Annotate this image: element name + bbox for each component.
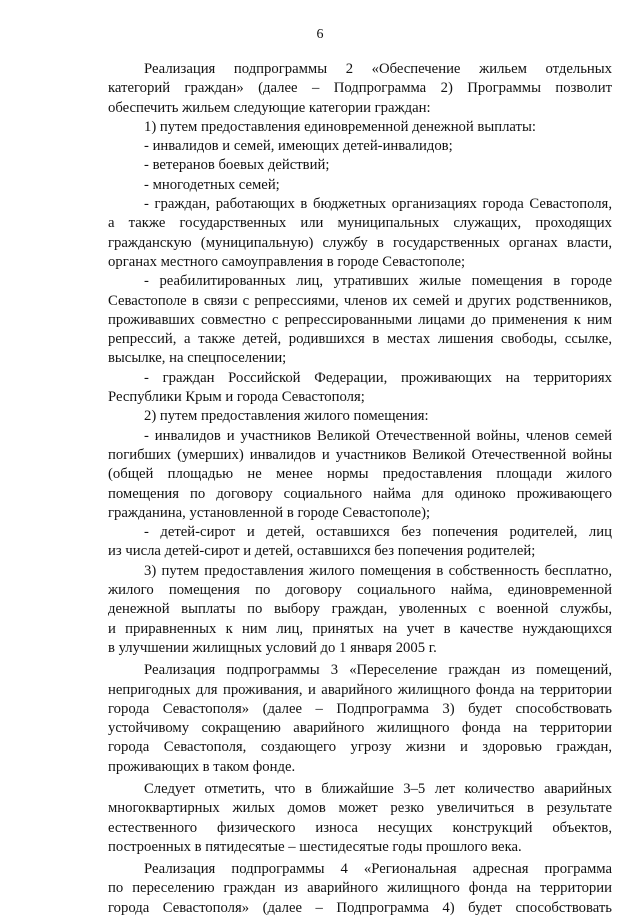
text-line: устойчивому сокращению аварийного жилищного фонда на территории xyxy=(108,720,612,737)
text-line: непригодных для проживания, и аварийного жилищного фонда на территории xyxy=(108,681,612,698)
text-line: - реабилитированных лиц, утративших жилые помещения в городе xyxy=(144,273,612,290)
document-body xyxy=(108,60,612,918)
text-line: Реализация подпрограммы 2 «Обеспечение жильем отдельных xyxy=(144,61,612,77)
text-line: 3) путем предоставления жилого помещения в собственность бесплатно, xyxy=(144,562,612,579)
text-line: 2) путем предоставления жилого помещения: xyxy=(144,408,429,425)
text-line: репрессий, а также детей, родившихся в местах лишения свободы, ссылке, xyxy=(108,331,612,348)
text-line: - граждан Российской Федерации, проживающих на территориях xyxy=(144,369,612,386)
text-line: денежной выплаты по выбору граждан, уволенных с военной службы, xyxy=(108,601,612,618)
text-line: - ветеранов боевых действий; xyxy=(144,157,330,174)
text-line: Следует отметить, что в ближайшие 3–5 лет количество аварийных xyxy=(144,780,612,797)
text-line: города Севастополя, создающего угрозу жизни и здоровью граждан, xyxy=(108,739,612,756)
text-line: органах местного самоуправления в городе Севастополе; xyxy=(108,253,466,270)
text-line: погибших (умерших) инвалидов и участников Великой Отечественной войны xyxy=(108,446,612,463)
text-line: из числа детей-сирот и детей, оставшихся без попечения родителей; xyxy=(108,543,536,560)
text-line: в улучшении жилищных условий до 1 января 2005 г. xyxy=(108,639,437,656)
text-line: помещения по договору социального найма для одиноко проживающего xyxy=(108,485,612,502)
text-line: естественного физического износа несущих конструкций объектов, xyxy=(108,819,612,836)
text-line: - инвалидов и участников Великой Отечественной войны, членов семей xyxy=(144,427,612,444)
text-line: (общей площадью не менее нормы предоставления площади жилого xyxy=(108,466,612,483)
text-line: - многодетных семей; xyxy=(144,176,280,193)
text-line: - граждан, работающих в бюджетных организациях города Севастополя, xyxy=(144,196,612,213)
text-line: многоквартирных жилых домов может резко увеличиться в результате xyxy=(108,800,612,817)
text-line: обеспечить жильем следующие категории граждан: xyxy=(108,99,431,116)
text-line: - инвалидов и семей, имеющих детей-инвалидов; xyxy=(144,138,453,155)
text-line: гражданина, установленной в городе Севастополе); xyxy=(108,504,431,521)
text-line: категорий граждан» (далее – Подпрограмма 2) Программы позволит xyxy=(108,80,612,97)
text-line: Реализация подпрограммы 3 «Переселение граждан из помещений, xyxy=(144,662,612,679)
text-line: проживавших совместно с репрессированными лицами до применения к ним xyxy=(108,311,612,328)
text-line: высылке, на спецпоселении; xyxy=(108,350,287,367)
text-line: - детей-сирот и детей, оставшихся без попечения родителей, лиц xyxy=(144,524,612,541)
text-line: а также государственных или муниципальных служащих, проходящих xyxy=(108,215,612,232)
text-line: города Севастополя» (далее – Подпрограмма 4) будет способствовать xyxy=(108,899,612,916)
text-line: жилого помещения по договору социального найма, единовременной xyxy=(108,582,612,599)
text-line: гражданскую (муниципальную) службу в государственных органах власти, xyxy=(108,234,612,251)
text-line: Реализация подпрограммы 4 «Региональная адресная программа xyxy=(144,861,612,878)
text-line: 1) путем предоставления единовременной денежной выплаты: xyxy=(144,118,536,135)
text-line: Республики Крым и города Севастополя; xyxy=(108,389,365,406)
text-line: Севастополе в связи с репрессиями, членов их семей и других родственников, xyxy=(108,292,612,309)
text-line: проживающих в таком фонде. xyxy=(108,758,296,775)
text-line: по переселению граждан из аварийного жилищного фонда на территории xyxy=(108,880,612,897)
text-line: и приравненных к ним лиц, принятых на учет в качестве нуждающихся xyxy=(108,620,612,637)
text-line: построенных в пятидесятые – шестидесятые годы прошлого века. xyxy=(108,838,522,855)
page-number: 6 xyxy=(316,27,324,42)
text-line: города Севастополя» (далее – Подпрограмма 3) будет способствовать xyxy=(108,700,612,717)
